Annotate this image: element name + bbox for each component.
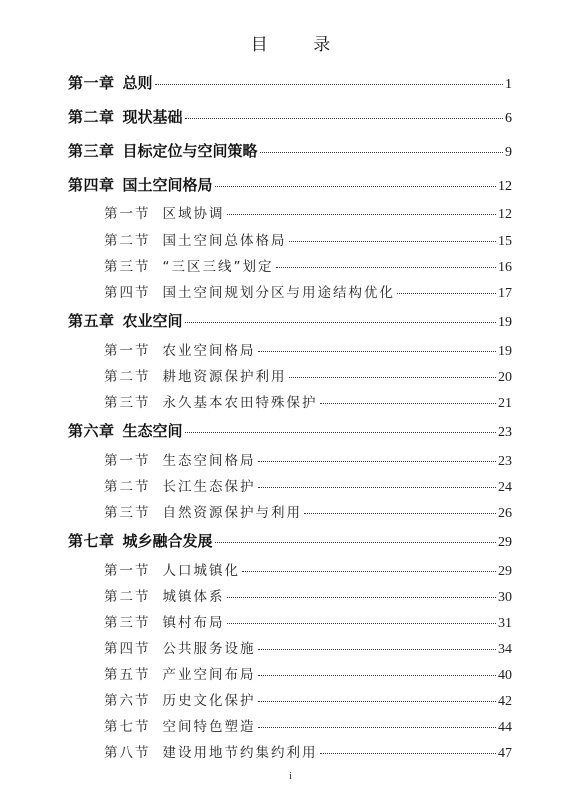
toc-entry-page: 12 bbox=[498, 207, 512, 222]
toc-chapter-entry[interactable] bbox=[68, 530, 512, 552]
toc-section-entry[interactable] bbox=[104, 392, 512, 414]
toc-entry-number: 第四节 bbox=[104, 285, 151, 301]
dot-leader bbox=[242, 570, 496, 572]
toc-entry-page: 16 bbox=[498, 260, 512, 275]
toc-entry-number: 第七节 bbox=[104, 719, 151, 735]
toc-entry-number: 第一节 bbox=[104, 206, 151, 222]
dot-leader bbox=[304, 512, 496, 514]
toc-section-entry[interactable] bbox=[104, 742, 512, 764]
toc-entry-page: 24 bbox=[498, 480, 512, 495]
dot-leader bbox=[258, 648, 497, 650]
dot-leader bbox=[289, 240, 497, 242]
toc-entry-title: 耕地资源保护利用 bbox=[162, 369, 287, 385]
toc-entry-page: 19 bbox=[498, 344, 512, 359]
toc-entry-title: 农业空间格局 bbox=[162, 343, 256, 359]
dot-leader bbox=[227, 622, 497, 624]
toc-entry-number: 第一章 bbox=[68, 74, 115, 92]
toc-entry-title: 国土空间总体格局 bbox=[162, 233, 287, 249]
toc-entry-title: “三区三线”划定 bbox=[162, 259, 274, 275]
toc-section-entry[interactable] bbox=[104, 450, 512, 472]
toc-entry-page: 26 bbox=[498, 506, 512, 521]
dot-leader bbox=[185, 431, 496, 433]
dot-leader bbox=[258, 726, 497, 728]
dot-leader bbox=[215, 185, 496, 187]
toc-entry-title: 长江生态保护 bbox=[162, 479, 256, 495]
toc-entry-page: 19 bbox=[498, 315, 512, 330]
toc-entry-title: 城乡融合发展 bbox=[122, 532, 213, 550]
toc-section-entry[interactable] bbox=[104, 716, 512, 738]
toc-section-entry[interactable] bbox=[104, 586, 512, 608]
toc-entry-title: 历史文化保护 bbox=[162, 693, 256, 709]
toc-entry-page: 9 bbox=[505, 145, 512, 160]
dot-leader bbox=[227, 213, 497, 215]
toc-section-entry[interactable] bbox=[104, 690, 512, 712]
toc-entry-page: 34 bbox=[498, 642, 512, 657]
toc-entry-title: 区域协调 bbox=[162, 206, 225, 222]
toc-section-entry[interactable] bbox=[104, 664, 512, 686]
toc-section-entry[interactable] bbox=[104, 230, 512, 252]
dot-leader bbox=[276, 266, 497, 268]
dot-leader bbox=[185, 117, 503, 119]
toc-entry-title: 生态空间格局 bbox=[162, 453, 256, 469]
toc-entry-title: 国土空间格局 bbox=[122, 176, 213, 194]
toc-entry-title: 城镇体系 bbox=[162, 589, 225, 605]
page-number: i bbox=[288, 770, 293, 782]
toc-entry-number: 第二节 bbox=[104, 479, 151, 495]
toc-entry-number: 第一节 bbox=[104, 453, 151, 469]
toc-entry-title: 目标定位与空间策略 bbox=[122, 142, 258, 160]
toc-entry-number: 第三章 bbox=[68, 142, 115, 160]
toc-entry-title: 自然资源保护与利用 bbox=[162, 505, 302, 521]
toc-entry-title: 公共服务设施 bbox=[162, 641, 256, 657]
toc-chapter-entry[interactable] bbox=[68, 310, 512, 332]
toc-entry-number: 第四章 bbox=[68, 176, 115, 194]
toc-entry-page: 29 bbox=[498, 535, 512, 550]
toc-entry-number: 第二节 bbox=[104, 589, 151, 605]
toc-entry-title: 镇村布局 bbox=[162, 615, 225, 631]
toc-section-entry[interactable] bbox=[104, 502, 512, 524]
toc-section-entry[interactable] bbox=[104, 256, 512, 278]
toc-section-entry[interactable] bbox=[104, 340, 512, 362]
dot-leader bbox=[215, 541, 496, 543]
toc-entry-title: 空间特色塑造 bbox=[162, 719, 256, 735]
toc-entry-page: 20 bbox=[498, 370, 512, 385]
toc-entry-number: 第八节 bbox=[104, 745, 151, 761]
dot-leader bbox=[397, 292, 496, 294]
dot-leader bbox=[258, 486, 497, 488]
toc-entry-number: 第二节 bbox=[104, 233, 151, 249]
toc-chapter-entry[interactable] bbox=[68, 174, 512, 196]
dot-leader bbox=[320, 752, 497, 754]
toc-entry-title: 总则 bbox=[122, 74, 153, 92]
toc-section-entry[interactable] bbox=[104, 560, 512, 582]
toc-entry-title: 生态空间 bbox=[122, 422, 183, 440]
dot-leader bbox=[258, 700, 497, 702]
dot-leader bbox=[258, 674, 497, 676]
toc-entry-number: 第六节 bbox=[104, 693, 151, 709]
toc-entry-number: 第二节 bbox=[104, 369, 151, 385]
toc-entry-page: 44 bbox=[498, 720, 512, 735]
toc-chapter-entry[interactable] bbox=[68, 420, 512, 442]
toc-section-entry[interactable] bbox=[104, 366, 512, 388]
toc-entry-number: 第一节 bbox=[104, 343, 151, 359]
toc-entry-number: 第二章 bbox=[68, 108, 115, 126]
toc-entry-page: 23 bbox=[498, 454, 512, 469]
toc-entry-page: 30 bbox=[498, 590, 512, 605]
dot-leader bbox=[260, 151, 503, 153]
toc-chapter-entry[interactable] bbox=[68, 72, 512, 94]
toc-entry-title: 现状基础 bbox=[122, 108, 183, 126]
toc-entry-number: 第四节 bbox=[104, 641, 151, 657]
toc-section-entry[interactable] bbox=[104, 612, 512, 634]
toc-entry-page: 47 bbox=[498, 746, 512, 761]
toc-entry-number: 第五节 bbox=[104, 667, 151, 683]
toc-chapter-entry[interactable] bbox=[68, 140, 512, 162]
toc-entry-number: 第五章 bbox=[68, 312, 115, 330]
toc-entry-page: 23 bbox=[498, 425, 512, 440]
toc-entry-title: 产业空间布局 bbox=[162, 667, 256, 683]
toc-chapter-entry[interactable] bbox=[68, 106, 512, 128]
toc-entry-page: 31 bbox=[498, 616, 512, 631]
toc-entry-page: 6 bbox=[505, 111, 512, 126]
toc-title: 目 录 bbox=[250, 35, 351, 55]
toc-entry-number: 第三节 bbox=[104, 259, 151, 275]
toc-entry-number: 第三节 bbox=[104, 395, 151, 411]
toc-entry-page: 29 bbox=[498, 564, 512, 579]
toc-section-entry[interactable] bbox=[104, 638, 512, 660]
toc-entry-title: 建设用地节约集约利用 bbox=[162, 745, 318, 761]
toc-entry-title: 永久基本农田特殊保护 bbox=[162, 395, 318, 411]
dot-leader bbox=[227, 596, 497, 598]
toc-section-entry[interactable] bbox=[104, 476, 512, 498]
dot-leader bbox=[155, 83, 503, 85]
toc-entry-title: 农业空间 bbox=[122, 312, 183, 330]
toc-entry-number: 第三节 bbox=[104, 615, 151, 631]
dot-leader bbox=[258, 350, 497, 352]
dot-leader bbox=[258, 460, 497, 462]
toc-section-entry[interactable] bbox=[104, 203, 512, 225]
toc-entry-page: 40 bbox=[498, 668, 512, 683]
toc-entry-number: 第七章 bbox=[68, 532, 115, 550]
toc-entry-page: 21 bbox=[498, 396, 512, 411]
toc-entry-number: 第三节 bbox=[104, 505, 151, 521]
toc-section-entry[interactable] bbox=[104, 282, 512, 304]
toc-entry-number: 第一节 bbox=[104, 563, 151, 579]
toc-entry-number: 第六章 bbox=[68, 422, 115, 440]
dot-leader bbox=[185, 321, 496, 323]
toc-entry-page: 12 bbox=[498, 179, 512, 194]
toc-entry-title: 人口城镇化 bbox=[162, 563, 240, 579]
toc-entry-page: 1 bbox=[505, 77, 512, 92]
toc-entry-page: 42 bbox=[498, 694, 512, 709]
toc-entry-page: 17 bbox=[498, 286, 512, 301]
toc-entry-title: 国土空间规划分区与用途结构优化 bbox=[162, 285, 395, 301]
dot-leader bbox=[289, 376, 497, 378]
toc-entry-page: 15 bbox=[498, 234, 512, 249]
dot-leader bbox=[320, 402, 497, 404]
